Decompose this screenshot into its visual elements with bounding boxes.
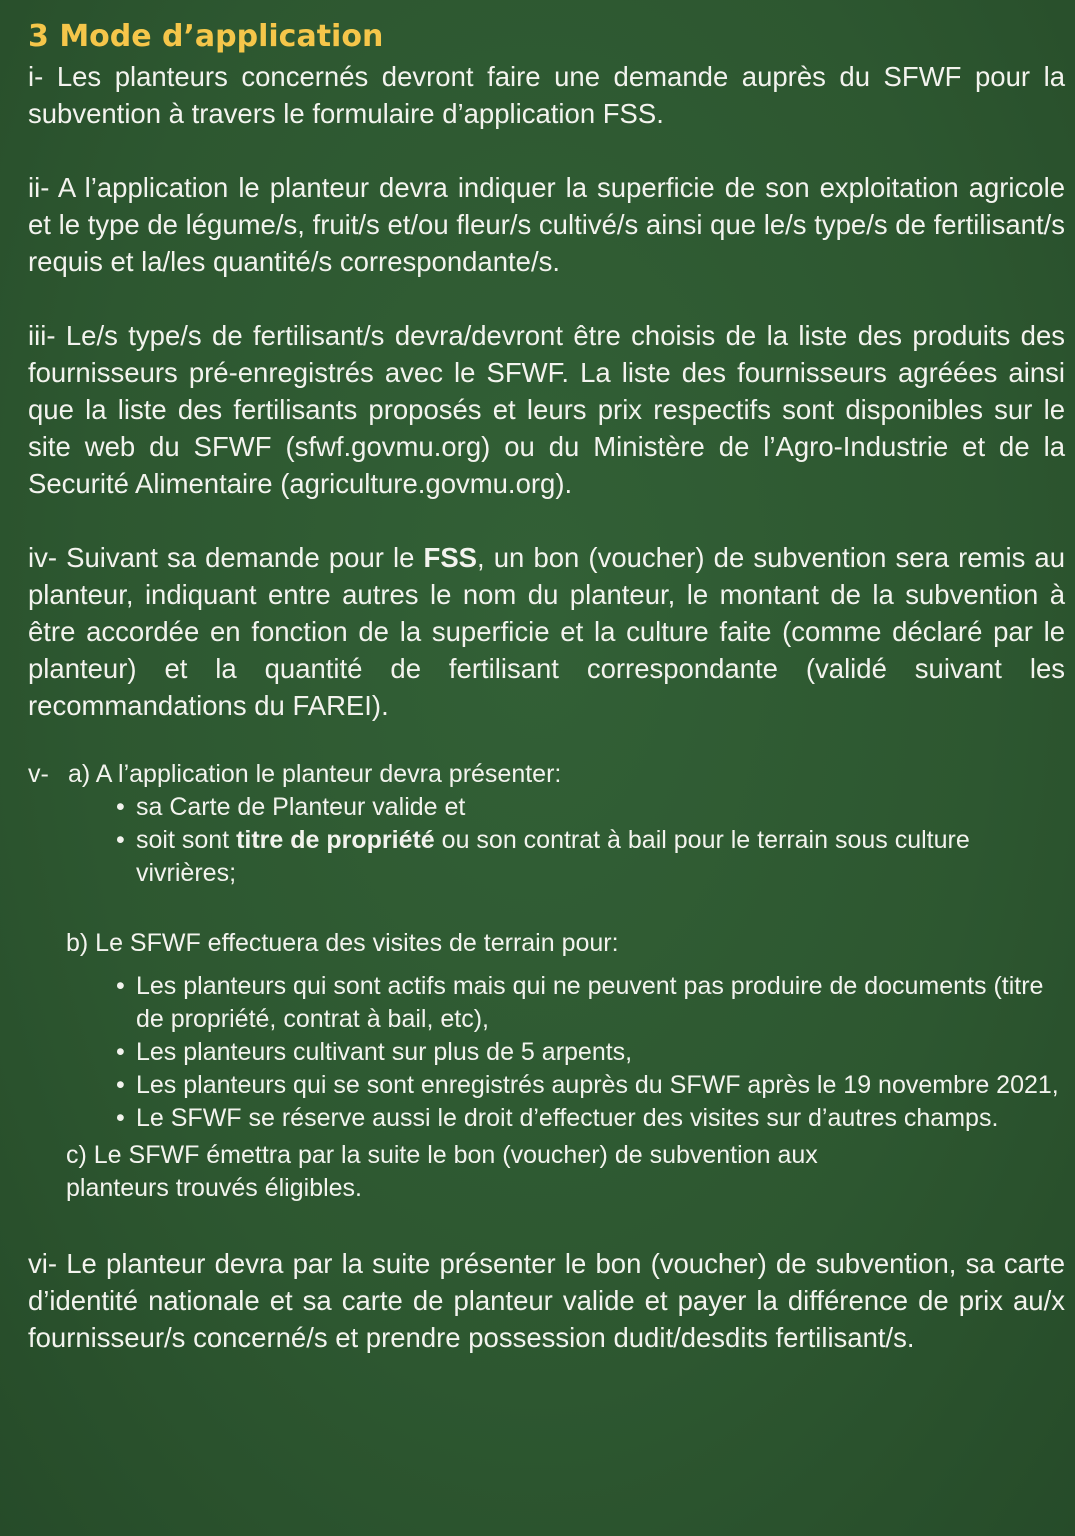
paragraph-iv-start: iv- Suivant sa demande pour le: [28, 542, 424, 573]
list-item: [116, 824, 1065, 890]
list-item: [116, 970, 1065, 1036]
section-v-c-heading: c) Le SFWF émettra par la suite le bon (voucher) de subvention aux planteurs trouvés éligibles.: [66, 1141, 818, 1202]
list-item: [116, 1036, 1065, 1069]
list-item-bold: titre de propriété: [236, 826, 435, 854]
section-v-a-list: [28, 791, 1065, 890]
bullet-icon: •: [116, 1038, 125, 1066]
paragraph-iv-end: , un bon (voucher) de subvention sera remis au planteur, indiquant entre autres le nom du planteur, le montant de la subvention à être accordée en fonction de la superficie et la culture faite (comme déclaré par le planteur) et la quantité de fertilisant correspondante (validé suivant les recommandations du FAREI).: [28, 542, 1066, 721]
list-item-text: Les planteurs qui sont actifs mais qui ne peuvent pas produire de documents (titre de propriété, contrat à bail, etc),: [136, 972, 1044, 1033]
paragraph-iv: [28, 539, 1065, 724]
paragraph-ii: ii- A l’application le planteur devra indiquer la superficie de son exploitation agricole et le type de légume/s, fruit/s et/ou fleur/s cultivé/s ainsi que le/s type/s de fertilisant/s requis et la/les quantité/s correspondante/s.: [28, 172, 1065, 277]
section-v: [28, 758, 1065, 1205]
bullet-icon: •: [116, 826, 125, 854]
list-item: [116, 791, 1065, 824]
paragraph-iv-bold: FSS: [423, 542, 478, 573]
bullet-icon: •: [116, 972, 125, 1000]
section-v-a-text: a) A l’application le planteur devra présenter:: [68, 760, 562, 788]
section-title: 3 Mode d’application: [28, 19, 384, 54]
bullet-icon: •: [116, 1104, 125, 1132]
section-v-a-heading: [28, 758, 1065, 791]
paragraph-iii: iii- Le/s type/s de fertilisant/s devra/devront être choisis de la liste des produits des fournisseurs pré-enregistrés avec le SFWF. La liste des fournisseurs agréées ainsi que la liste des fertilisants proposés et leurs prix respectifs sont disponibles sur le site web du SFWF (sfwf.govmu.org) ou du Ministère de l’Agro-Industrie et de la Securité Alimentaire (agriculture.govmu.org).: [28, 320, 1065, 499]
bullet-icon: •: [116, 1071, 125, 1099]
list-item-text: sa Carte de Planteur valide et: [136, 793, 466, 821]
list-item: [116, 1102, 1065, 1135]
list-item: [116, 1069, 1065, 1102]
list-item-text: Le SFWF se réserve aussi le droit d’effectuer des visites sur d’autres champs.: [136, 1104, 999, 1132]
section-v-b-heading: b) Le SFWF effectuera des visites de terrain pour:: [66, 929, 619, 957]
list-item-text: Les planteurs qui se sont enregistrés auprès du SFWF après le 19 novembre 2021,: [136, 1071, 1059, 1099]
list-item-text: soit sont: [136, 826, 237, 854]
list-item-text-end: ou son contrat à bail pour le terrain sous culture vivrières;: [136, 826, 970, 887]
list-item-text: Les planteurs cultivant sur plus de 5 arpents,: [136, 1038, 633, 1066]
section-v-b-list: [28, 970, 1065, 1135]
section-v-label: v-: [28, 760, 49, 788]
bullet-icon: •: [116, 793, 125, 821]
paragraph-i: i- Les planteurs concernés devront faire une demande auprès du SFWF pour la subvention à travers le formulaire d’application FSS.: [28, 61, 1065, 129]
paragraph-vi: vi- Le planteur devra par la suite présenter le bon (voucher) de subvention, sa carte d’identité nationale et sa carte de planteur valide et payer la différence de prix au/x fournisseur/s concerné/s et prendre possession dudit/desdits fertilisant/s.: [28, 1248, 1065, 1353]
